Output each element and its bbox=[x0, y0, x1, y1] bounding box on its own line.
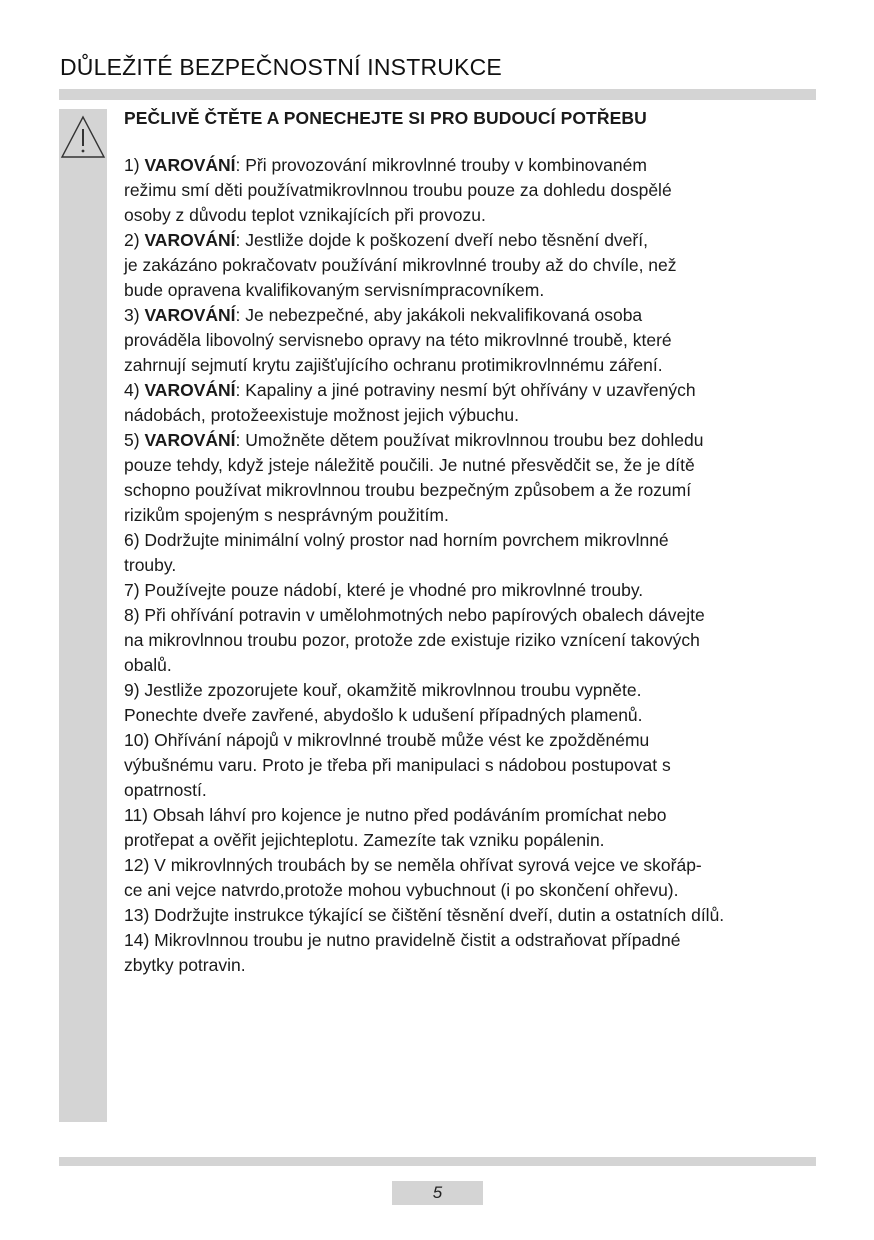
instructions-content bbox=[124, 106, 824, 978]
item-text: 13) Dodržujte instrukce týkající se čištění těsnění dveří, dutin a ostatních dílů. bbox=[124, 905, 725, 925]
item-text: : Umožněte dětem používat mikrovlnnou troubu bez dohledu pouze tehdy, když jsteje náležitě poučili. Je nutné přesvědčit se, že je dítě schopno používat mikrovlnnou troubu bezpečným způsobem a že rozumí rizikům spojeným s nesprávným použitím. bbox=[124, 430, 704, 525]
list-item bbox=[124, 928, 824, 978]
warning-label: VAROVÁNÍ bbox=[144, 155, 236, 175]
page-title: DŮLEŽITÉ BEZPEČNOSTNÍ INSTRUKCE bbox=[60, 54, 502, 80]
warning-label: VAROVÁNÍ bbox=[144, 380, 236, 400]
item-text: : Jestliže dojde k poškození dveří nebo těsnění dveří, je zakázáno pokračovatv používání mikrovlnné trouby až do chvíle, než bude opravena kvalifikovaným servisnímpracovníkem. bbox=[124, 230, 677, 300]
warning-label: VAROVÁNÍ bbox=[144, 430, 236, 450]
list-item bbox=[124, 428, 824, 528]
item-text: : Je nebezpečné, aby jakákoli nekvalifikovaná osoba prováděla libovolný servisnebo opravy na této mikrovlnné troubě, které zahrnují sejmutí krytu zajišťujícího ochranu protimikrovlnnému záření. bbox=[124, 305, 672, 375]
item-text: 14) Mikrovlnnou troubu je nutno pravidelně čistit a odstraňovat případné zbytky potravin. bbox=[124, 930, 681, 975]
item-text: 10) Ohřívání nápojů v mikrovlnné troubě může vést ke zpožděnému výbušnému varu. Proto je třeba při manipulaci s nádobou postupovat s opatrností. bbox=[124, 730, 671, 800]
list-item bbox=[124, 153, 824, 228]
list-item bbox=[124, 303, 824, 378]
item-text: 6) Dodržujte minimální volný prostor nad horním povrchem mikrovlnné trouby. bbox=[124, 530, 669, 575]
item-text: : Kapaliny a jiné potraviny nesmí být ohřívány v uzavřených nádobách, protožeexistuje možnost jejich výbuchu. bbox=[124, 380, 696, 425]
bottom-divider bbox=[59, 1157, 816, 1166]
item-text: 7) Používejte pouze nádobí, které je vhodné pro mikrovlnné trouby. bbox=[124, 580, 644, 600]
page-number: 5 bbox=[392, 1181, 483, 1205]
list-item bbox=[124, 528, 824, 578]
list-item bbox=[124, 728, 824, 803]
side-bar bbox=[59, 109, 107, 1122]
item-prefix: 1) bbox=[124, 155, 145, 175]
list-item bbox=[124, 803, 824, 853]
warning-label: VAROVÁNÍ bbox=[144, 230, 236, 250]
item-text: 9) Jestliže zpozorujete kouř, okamžitě mikrovlnnou troubu vypněte. Ponechte dveře zavřené, abydošlo k udušení případných plamenů. bbox=[124, 680, 643, 725]
warning-label: VAROVÁNÍ bbox=[144, 305, 236, 325]
item-text: 11) Obsah láhví pro kojence je nutno před podáváním promíchat nebo protřepat a ověřit jejichteplotu. Zamezíte tak vzniku popálenin. bbox=[124, 805, 667, 850]
item-text: : Při provozování mikrovlnné trouby v kombinovaném režimu smí děti používatmikrovlnnou troubu pouze za dohledu dospělé osoby z důvodu teplot vznikajících při provozu. bbox=[124, 155, 672, 225]
section-subtitle: PEČLIVĚ ČTĚTE A PONECHEJTE SI PRO BUDOUCÍ POTŘEBU bbox=[124, 108, 647, 128]
list-item bbox=[124, 578, 824, 603]
item-prefix: 2) bbox=[124, 230, 145, 250]
top-divider bbox=[59, 89, 816, 100]
item-prefix: 4) bbox=[124, 380, 145, 400]
warning-triangle-icon bbox=[59, 114, 107, 160]
list-item bbox=[124, 678, 824, 728]
instructions-list bbox=[124, 153, 824, 978]
list-item bbox=[124, 603, 824, 678]
list-item bbox=[124, 903, 824, 928]
list-item bbox=[124, 378, 824, 428]
list-item bbox=[124, 853, 824, 903]
item-text: 12) V mikrovlnných troubách by se neměla ohřívat syrová vejce ve skořáp- ce ani vejce natvrdo,protože mohou vybuchnout (i po skončení ohřevu). bbox=[124, 855, 702, 900]
item-prefix: 3) bbox=[124, 305, 145, 325]
list-item bbox=[124, 228, 824, 303]
item-text: 8) Při ohřívání potravin v umělohmotných nebo papírových obalech dávejte na mikrovlnnou troubu pozor, protože zde existuje riziko vznícení takových obalů. bbox=[124, 605, 705, 675]
item-prefix: 5) bbox=[124, 430, 145, 450]
